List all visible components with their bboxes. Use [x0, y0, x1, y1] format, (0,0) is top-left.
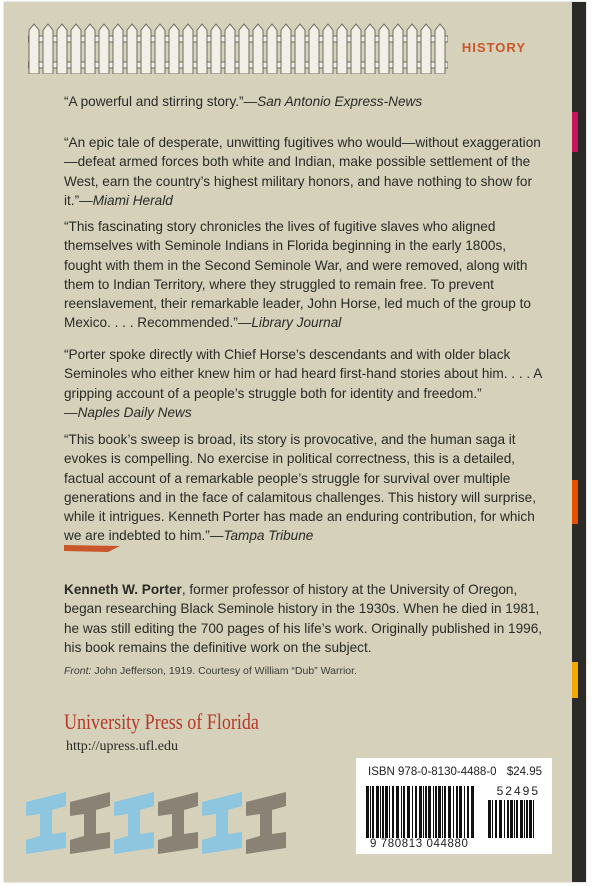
author-bio [64, 580, 554, 657]
author-bio-text: , former professor of history at the University of Oregon, began researching Black Seminole history in the 1930s. When he died in 1981, he was still editing the 700 pages of his life’s work. Originally published in 1996, his book remains the definitive work on the subject. [64, 582, 543, 655]
barcode-bar [428, 786, 431, 838]
quote-text: “A powerful and stirring story.”— [64, 94, 258, 109]
barcode-bar [504, 800, 505, 838]
review-quote [64, 133, 544, 210]
author-name: Kenneth W. Porter [64, 582, 182, 597]
barcode-bar [510, 800, 513, 838]
barcode-bar [471, 786, 474, 838]
fence-picket [43, 24, 53, 74]
barcode-bar [435, 786, 437, 838]
motif-block [114, 792, 154, 854]
review-quote [64, 430, 544, 546]
accent-divider [64, 543, 120, 553]
barcode-bar [419, 786, 422, 838]
book-back-cover [4, 2, 586, 882]
barcode-bar [444, 786, 446, 838]
barcode-bar [433, 786, 434, 838]
barcode-bar [412, 786, 413, 838]
barcode-bar [385, 786, 388, 838]
barcode-bar [415, 786, 417, 838]
barcode-bar [442, 786, 443, 838]
quote-text: “This fascinating story chronicles the lives of fugitive slaves who aligned themselves with Seminole Indians in Florida beginning in the early 1800s, fought with them in the Second Seminole War, and were removed, along with them to Indian Territory, where they struggled to remain free. To prevent reenslavement, their remarkable leader, John Horse, led much of the group to Mexico. . . . Recommended.”— [64, 219, 531, 331]
barcode-bar [370, 786, 371, 838]
barcode-bar [488, 800, 491, 838]
fence-picket [169, 24, 179, 74]
barcode-bar [423, 786, 424, 838]
fence-picket [71, 24, 81, 74]
barcode-bar [459, 786, 462, 838]
quote-source: San Antonio Express-News [257, 94, 423, 109]
quote-text: “An epic tale of desperate, unwitting fugitives who would—without exaggeration—defeat armed forces both white and Indian, make possible settlement of the West, earn the country’s highest military honors, and have nothing to show for it.”— [64, 135, 541, 208]
price-code-text: 52495 [496, 784, 540, 798]
fence-picket [295, 24, 305, 74]
fence-picket [421, 24, 431, 74]
barcode-bar [529, 800, 532, 838]
barcode-bar [524, 800, 525, 838]
quote-source: Library Journal [251, 315, 342, 331]
picket-fence-ornament [28, 22, 448, 74]
barcode-bar [514, 800, 515, 838]
barcode-bar [467, 786, 469, 838]
fence-picket [57, 24, 67, 74]
category-label: HISTORY [461, 40, 526, 55]
fence-picket [211, 24, 221, 74]
barcode-bar [401, 786, 402, 838]
barcode-bar [392, 786, 394, 838]
barcode-bar [507, 800, 509, 838]
barcode-bar [499, 800, 502, 838]
barcode-bar [464, 786, 465, 838]
fence-picket [155, 24, 165, 74]
spine-edge [572, 2, 586, 882]
quote-source: Tampa Tribune [223, 528, 314, 544]
barcode-bar [533, 800, 534, 838]
price-text: $24.95 [506, 766, 542, 778]
motif-block [70, 792, 110, 854]
cover-credit [64, 665, 357, 677]
cover-credit-text: John Jefferson, 1919. Courtesy of William “Dub” Warrior. [91, 665, 357, 677]
barcode-panel [356, 758, 552, 854]
fence-picket [323, 24, 333, 74]
publisher-url[interactable]: http://upress.ufl.edu [66, 739, 178, 754]
fence-picket [281, 24, 291, 74]
barcode-bar [516, 800, 518, 838]
price-barcode [488, 800, 536, 838]
fence-picket [127, 24, 137, 74]
spine-color-mark [572, 480, 578, 524]
barcode-bar [520, 800, 523, 838]
barcode-bar [492, 800, 493, 838]
barcode-number: 9 780813 044880 [370, 838, 469, 850]
barcode-bar [495, 800, 497, 838]
fence-picket [267, 24, 277, 74]
fence-picket [365, 24, 375, 74]
isbn-text: ISBN 978-0-8130-4488-0 [368, 766, 497, 778]
barcode-bar [403, 786, 405, 838]
fence-picket [183, 24, 193, 74]
cover-credit-label: Front: [64, 665, 92, 677]
review-quote [64, 92, 544, 111]
fence-picket [309, 24, 319, 74]
review-quote [64, 217, 544, 333]
spine-color-mark [572, 662, 578, 698]
barcode-bar [438, 786, 441, 838]
fence-picket [141, 24, 151, 74]
barcode-bar [407, 786, 410, 838]
spine-color-mark [572, 112, 578, 152]
fence-picket [239, 24, 249, 74]
barcode-bar [376, 786, 379, 838]
barcode-bar [372, 786, 374, 838]
fence-picket [99, 24, 109, 74]
barcode-bar [453, 786, 454, 838]
barcode-bar [389, 786, 390, 838]
review-quote [64, 345, 544, 422]
motif-block [26, 792, 66, 854]
motif-block [202, 792, 242, 854]
motif-block [158, 792, 198, 854]
barcode-bar [396, 786, 399, 838]
fence-picket [435, 24, 445, 74]
fence-picket [85, 24, 95, 74]
quote-source: —Naples Daily News [64, 404, 192, 420]
fence-picket [197, 24, 207, 74]
barcode-bar [526, 800, 528, 838]
fence-picket [113, 24, 123, 74]
fence-picket [407, 24, 417, 74]
barcode-bar [382, 786, 384, 838]
fence-picket [253, 24, 263, 74]
barcode-bar [425, 786, 427, 838]
fence-picket [337, 24, 347, 74]
quote-text: “This book’s sweep is broad, its story is provocative, and the human saga it evokes is compelling. No exercise in political correctness, this is a detailed, factual account of a remarkable people’s struggle for survival over multiple generations and in the face of calamitous challenges. This history will surprise, while it intrigues. Kenneth Porter has made an enduring contribution, for which we are indebted to him.”— [64, 432, 536, 544]
barcode-bar [448, 786, 451, 838]
fence-picket [379, 24, 389, 74]
fence-picket [225, 24, 235, 74]
publisher-logo: University Press of Florida [64, 709, 259, 734]
patchwork-motif [26, 788, 296, 858]
fence-picket [393, 24, 403, 74]
barcode-bar [456, 786, 458, 838]
quote-text: “Porter spoke directly with Chief Horse’s descendants and with older black Seminoles who either knew him or had heard first-hand stories about him. . . . A gripping account of a people’s struggle both for identity and freedom.” [64, 347, 542, 401]
barcode-bar [380, 786, 381, 838]
motif-block [246, 792, 286, 854]
quote-source: Miami Herald [92, 192, 173, 208]
fence-picket [351, 24, 361, 74]
fence-picket [29, 24, 39, 74]
isbn-barcode [366, 786, 476, 838]
barcode-bar [366, 786, 369, 838]
